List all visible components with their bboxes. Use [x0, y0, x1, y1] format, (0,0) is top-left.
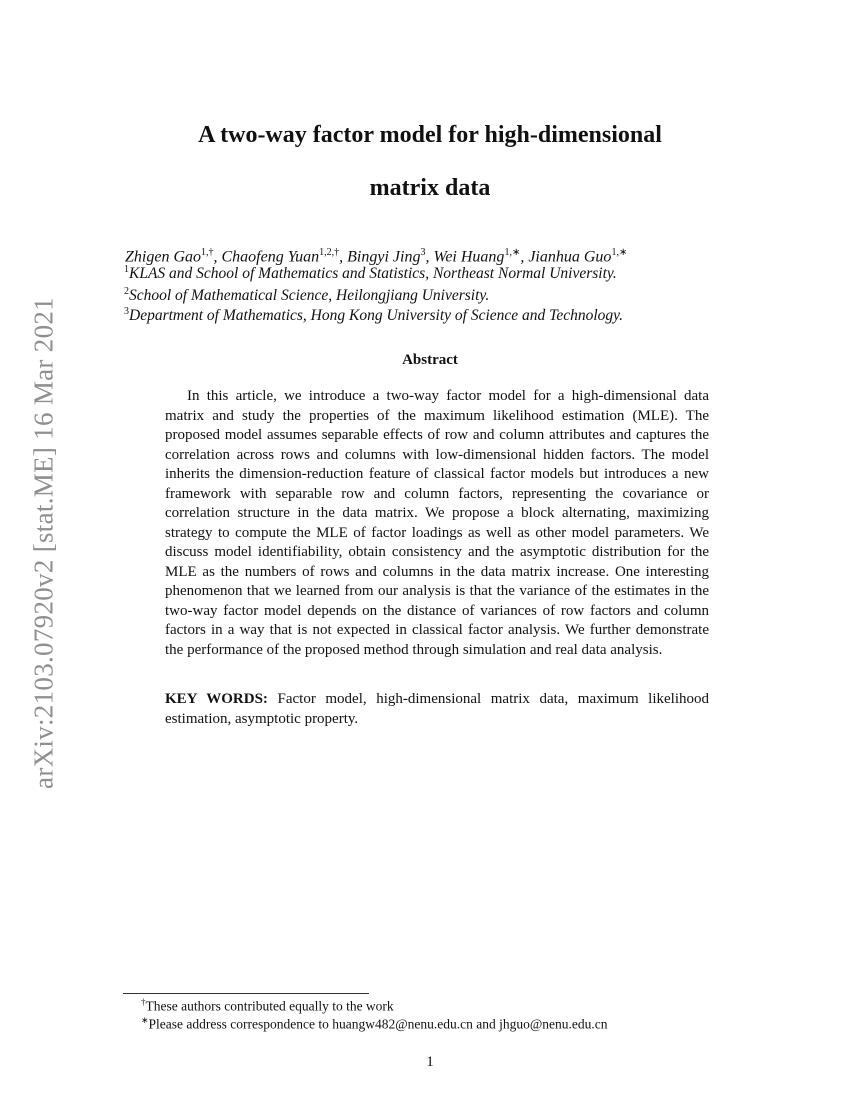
- affiliation-mark: 1: [124, 264, 129, 275]
- paper-title-line-2: matrix data: [369, 175, 491, 201]
- author-name: Bingyi Jing: [347, 248, 421, 266]
- affiliation-text: KLAS and School of Mathematics and Statistics, Northeast Normal University.: [129, 265, 617, 283]
- author-name: Jianhua Guo: [528, 248, 612, 266]
- author-separator: ,: [425, 248, 434, 266]
- author-mark: 3: [420, 247, 426, 258]
- footnote-mark: †: [141, 997, 146, 1007]
- keywords-label: KEY WORDS:: [165, 691, 268, 707]
- author-name: Chaofeng Yuan: [221, 248, 320, 266]
- affiliation-text: School of Mathematical Science, Heilongjiang University.: [129, 287, 490, 305]
- keywords-text: Factor model, high-dimensional matrix data, maximum likelihood estimation, asymptotic property.: [165, 691, 710, 727]
- author-separator: ,: [520, 248, 529, 266]
- footnote-rule: [123, 993, 369, 994]
- author-mark: 1,†: [201, 247, 214, 258]
- author-mark: 1,2,†: [319, 247, 340, 258]
- affiliation-mark: 3: [124, 306, 129, 317]
- affiliation-3: [124, 306, 764, 325]
- footnote-mark: ∗: [141, 1015, 149, 1025]
- author-mark: 1,∗: [504, 247, 521, 258]
- abstract-heading: Abstract: [402, 352, 458, 368]
- author-name: Wei Huang: [433, 248, 505, 266]
- author-name: Zhigen Gao: [125, 248, 201, 266]
- footnote-text: Please address correspondence to huangw482@nenu.edu.cn and jhguo@nenu.edu.cn: [148, 1016, 608, 1032]
- page-number: 1: [426, 1054, 434, 1070]
- footnote-correspondence: [141, 1015, 761, 1033]
- paper-title-line-1: A two-way factor model for high-dimensional: [198, 122, 662, 148]
- author-separator: ,: [339, 248, 348, 266]
- footnote-text: These authors contributed equally to the work: [145, 998, 394, 1014]
- author-mark: 1,∗: [611, 247, 628, 258]
- keywords-paragraph: [165, 690, 709, 729]
- affiliation-text: Department of Mathematics, Hong Kong University of Science and Technology.: [129, 307, 624, 325]
- abstract-body: In this article, we introduce a two-way factor model for a high-dimensional data matrix and study the properties of the maximum likelihood estimation (MLE). The proposed model assumes separable effects of row and column attributes and captures the correlation across rows and columns with low-dimensional hidden factors. The model inherits the dimension-reduction feature of classical factor models but introduces a new framework with separable row and column factors, representing the covariance or correlation structure in the data matrix. We propose a block alternating, maximizing strategy to compute the MLE of factor loadings as well as other model parameters. We discuss model identifiability, obtain consistency and the asymptotic distribution for the MLE as the numbers of rows and columns in the data matrix increase. One interesting phenomenon that we learned from our analysis is that the variance of the estimates in the two-way factor model depends on the distance of variances of row factors and column factors in a way that is not expected in classical factor analysis. We further demonstrate the performance of the proposed method through simulation and real data analysis.: [165, 388, 709, 658]
- affiliation-mark: 2: [124, 286, 129, 297]
- author-separator: ,: [213, 248, 222, 266]
- arxiv-identifier-stamp: arXiv:2103.07920v2 [stat.ME] 16 Mar 2021: [28, 297, 59, 789]
- affiliation-2: [124, 286, 764, 305]
- affiliation-1: [124, 264, 764, 283]
- footnote-equal-contribution: [141, 997, 761, 1015]
